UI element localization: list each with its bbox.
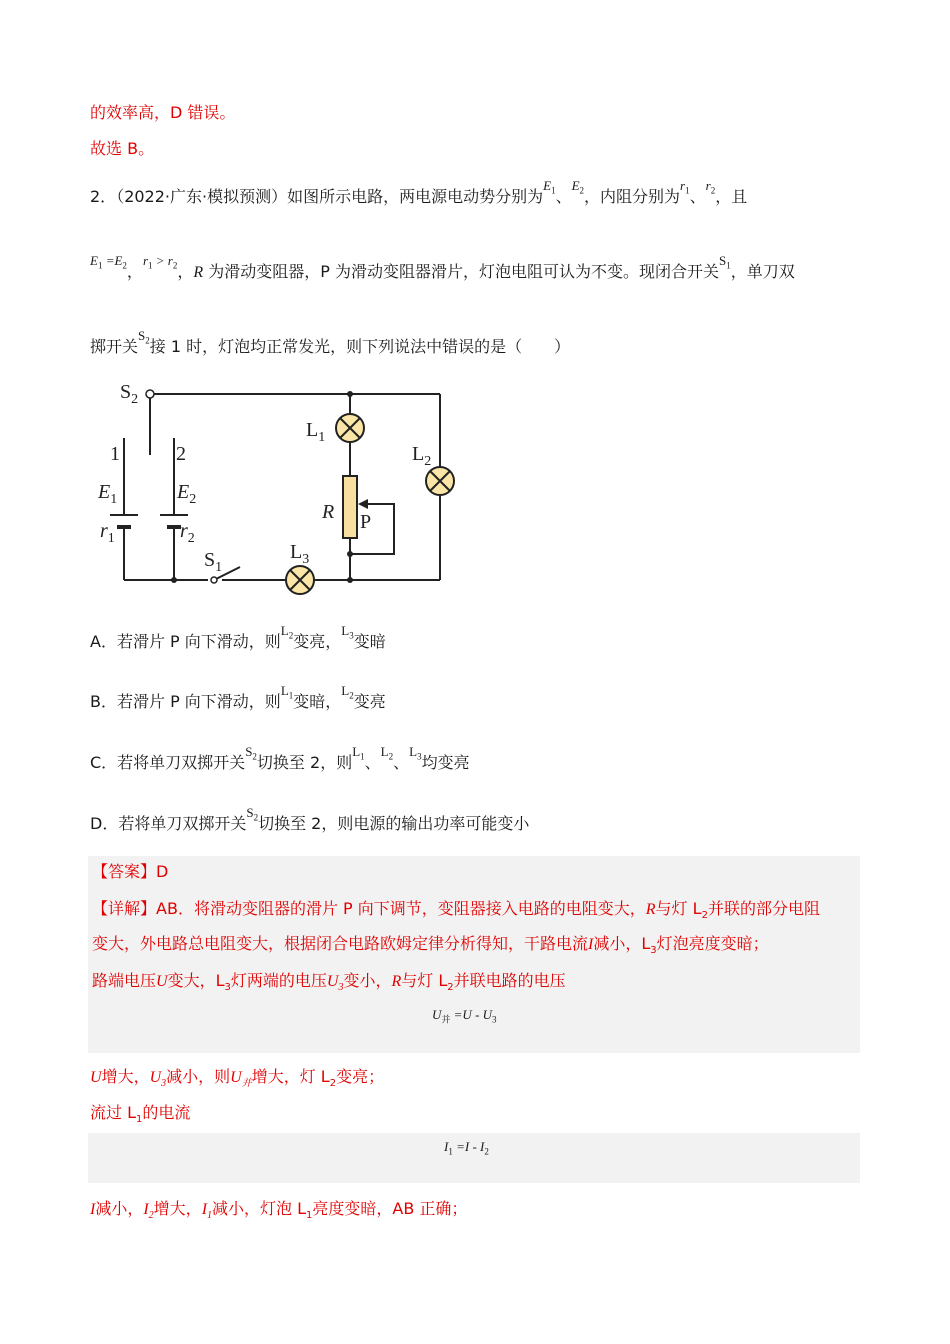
symbol-l2: L2 xyxy=(280,623,294,641)
question-stem-line3: 掷开关$^{S_2}$接 1 时，灯泡均正常发光，则下列说法中错误的是（ ） xyxy=(90,328,571,356)
question-stem-line2: $^{E_1 =E_2}$，$^{r_1 > r_2}$，R 为滑动变阻器，P 为滑动变阻器滑片，灯泡电阻可认为不变。现闭合开关$^{S_1}$，单刀双 xyxy=(90,253,795,281)
label-e1: $E_1$ xyxy=(98,481,118,507)
symbol-R: R xyxy=(193,264,204,281)
detail-line2: 变大，外电路总电阻变大，根据闭合电路欧姆定律分析得知，干路电流I减小，$L_3$灯泡亮度变暗； xyxy=(92,934,769,957)
symbol-r1: r1 xyxy=(680,178,690,196)
label-r2: $r_2$ xyxy=(180,520,195,546)
detail-line3: 路端电压U变大，$L_3$灯两端的电压$U_3$变小，R与灯 $L_2$并联电路的电压 xyxy=(92,971,566,994)
prev-answer-line1: 的效率高，D 错误。 xyxy=(90,103,236,122)
answer-label: 【答案】D xyxy=(92,862,169,881)
question-stem-line1: 2．（2022·广东·模拟预测）如图所示电路，两电源电动势分别为$^{E_1}$、$^{E_2}$，内阻分别为$^{r_1}$、$^{r_2}$，且 xyxy=(90,178,748,206)
label-terminal-1: 1 xyxy=(110,443,120,465)
label-e2: $E_2$ xyxy=(177,481,197,507)
question-number: 2． xyxy=(90,187,117,206)
label-terminal-2: 2 xyxy=(176,443,186,465)
option-a[interactable]: A．若滑片 P 向下滑动，则$^{L_2}$变亮，$^{L_3}$变暗 xyxy=(90,623,386,651)
symbol-l1: L1 xyxy=(352,744,365,762)
symbol-l3: L3 xyxy=(409,744,422,762)
symbol-l2: L2 xyxy=(380,744,394,762)
label-l3: $L_3$ xyxy=(290,541,310,567)
question-source: （2022·广东·模拟预测） xyxy=(116,187,288,206)
detail-line4: U增大，$U_3$减小，则$U_并$增大，灯 $L_2$变亮； xyxy=(90,1067,385,1090)
symbol-S2: S2 xyxy=(138,328,150,346)
rheostat-r xyxy=(343,476,357,538)
condition-E-equal: E1 =E2 xyxy=(90,253,127,271)
symbol-S1: S1 xyxy=(718,253,731,271)
option-d[interactable]: D．若将单刀双掷开关$^{S_2}$切换至 2，则电源的输出功率可能变小 xyxy=(90,805,530,833)
label-l1: $L_1$ xyxy=(306,419,326,445)
detail-label: 【详解】 xyxy=(92,899,157,918)
symbol-l1: L1 xyxy=(280,683,294,701)
switch-s2-pivot xyxy=(146,390,154,398)
label-s2: $S_2$ xyxy=(120,381,139,407)
label-p: P xyxy=(360,511,372,533)
option-c[interactable]: C．若将单刀双掷开关$^{S_2}$切换至 2，则$^{L_1}$、$^{L_2}$、$^{L_3}$均变亮 xyxy=(90,744,470,772)
detail-line5: 流过 $L_1$的电流 xyxy=(90,1103,191,1126)
label-l2: $L_2$ xyxy=(412,443,432,469)
detail-line6: I减小，$I_2$增大，$I_1$减小，灯泡 $L_1$亮度变暗，AB 正确； xyxy=(90,1199,468,1222)
symbol-l3: L3 xyxy=(341,623,354,641)
label-r: R xyxy=(322,501,335,523)
symbol-E1: E1 xyxy=(543,178,556,196)
detail-line1: 【详解】AB．将滑动变阻器的滑片 P 向下调节，变阻器接入电路的电阻变大，R与灯 $L_2$并联的部分电阻 xyxy=(92,899,820,922)
label-r1: $r_1$ xyxy=(100,520,115,546)
condition-r-greater: r1 > r2 xyxy=(142,253,178,271)
symbol-r2: r2 xyxy=(705,178,716,196)
equation-i1: $I_1 =I - I_2$ xyxy=(444,1139,489,1157)
prev-answer-line2: 故选 B。 xyxy=(90,139,155,158)
circuit-diagram xyxy=(90,370,480,600)
symbol-s2: S2 xyxy=(245,744,257,762)
symbol-l2: L2 xyxy=(341,683,354,701)
symbol-E2: E2 xyxy=(571,178,585,196)
slider-p-arrow xyxy=(358,499,368,509)
symbol-s2: S2 xyxy=(246,805,259,823)
label-s1: $S_1$ xyxy=(204,549,223,575)
option-b[interactable]: B．若滑片 P 向下滑动，则$^{L_1}$变暗，$^{L_2}$变亮 xyxy=(90,683,386,711)
switch-s1-pivot xyxy=(211,577,217,583)
equation-u-parallel: $U_并 =U - U_3$ xyxy=(432,1007,497,1025)
